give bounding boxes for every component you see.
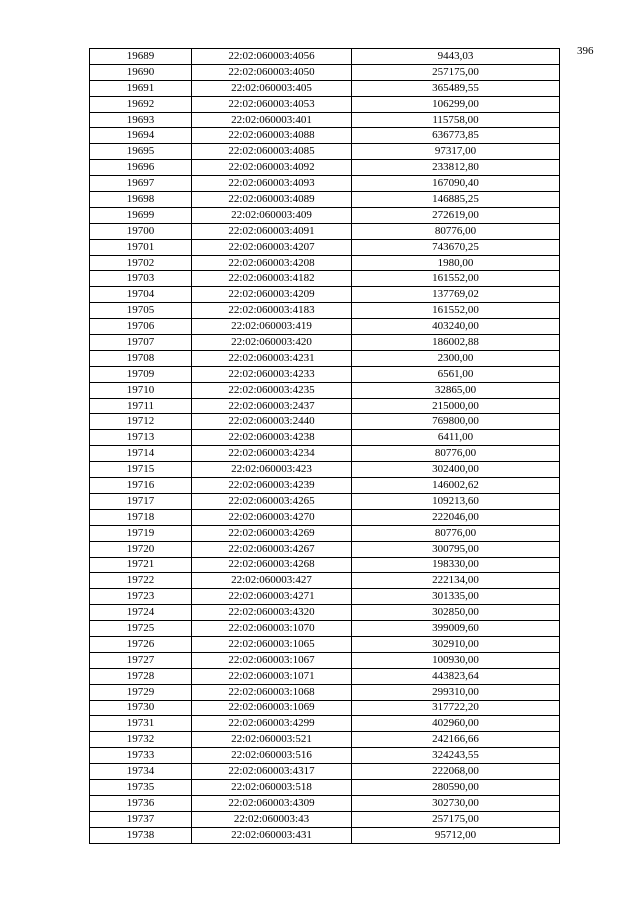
value-cell: 167090,40 bbox=[352, 176, 560, 192]
table-row bbox=[90, 748, 560, 764]
row-number-cell: 19706 bbox=[90, 319, 192, 335]
row-number-cell: 19722 bbox=[90, 573, 192, 589]
value-cell: 2300,00 bbox=[352, 350, 560, 366]
row-number-cell: 19731 bbox=[90, 716, 192, 732]
row-number-cell: 19728 bbox=[90, 668, 192, 684]
table-row bbox=[90, 112, 560, 128]
row-number-cell: 19691 bbox=[90, 80, 192, 96]
value-cell: 161552,00 bbox=[352, 303, 560, 319]
cadastral-number-cell: 22:02:060003:2440 bbox=[192, 414, 352, 430]
cadastral-number-cell: 22:02:060003:4235 bbox=[192, 382, 352, 398]
table-row bbox=[90, 430, 560, 446]
table-row bbox=[90, 446, 560, 462]
cadastral-number-cell: 22:02:060003:4267 bbox=[192, 541, 352, 557]
cadastral-number-cell: 22:02:060003:4320 bbox=[192, 605, 352, 621]
table-row bbox=[90, 509, 560, 525]
row-number-cell: 19724 bbox=[90, 605, 192, 621]
value-cell: 115758,00 bbox=[352, 112, 560, 128]
row-number-cell: 19695 bbox=[90, 144, 192, 160]
row-number-cell: 19717 bbox=[90, 493, 192, 509]
cadastral-number-cell: 22:02:060003:4233 bbox=[192, 366, 352, 382]
value-cell: 6411,00 bbox=[352, 430, 560, 446]
cadastral-number-cell: 22:02:060003:4269 bbox=[192, 525, 352, 541]
row-number-cell: 19698 bbox=[90, 192, 192, 208]
value-cell: 299310,00 bbox=[352, 684, 560, 700]
row-number-cell: 19697 bbox=[90, 176, 192, 192]
value-cell: 317722,20 bbox=[352, 700, 560, 716]
cadastral-number-cell: 22:02:060003:4208 bbox=[192, 255, 352, 271]
row-number-cell: 19735 bbox=[90, 779, 192, 795]
row-number-cell: 19700 bbox=[90, 223, 192, 239]
cadastral-number-cell: 22:02:060003:4268 bbox=[192, 557, 352, 573]
cadastral-number-cell: 22:02:060003:4265 bbox=[192, 493, 352, 509]
cadastral-number-cell: 22:02:060003:409 bbox=[192, 207, 352, 223]
value-cell: 301335,00 bbox=[352, 589, 560, 605]
row-number-cell: 19732 bbox=[90, 732, 192, 748]
table-row bbox=[90, 192, 560, 208]
value-cell: 100930,00 bbox=[352, 652, 560, 668]
cadastral-number-cell: 22:02:060003:1069 bbox=[192, 700, 352, 716]
value-cell: 80776,00 bbox=[352, 446, 560, 462]
row-number-cell: 19702 bbox=[90, 255, 192, 271]
table-row bbox=[90, 239, 560, 255]
table-row bbox=[90, 700, 560, 716]
table-row bbox=[90, 350, 560, 366]
row-number-cell: 19720 bbox=[90, 541, 192, 557]
table-row bbox=[90, 684, 560, 700]
row-number-cell: 19726 bbox=[90, 636, 192, 652]
value-cell: 402960,00 bbox=[352, 716, 560, 732]
row-number-cell: 19690 bbox=[90, 64, 192, 80]
cadastral-number-cell: 22:02:060003:4317 bbox=[192, 764, 352, 780]
value-cell: 399009,60 bbox=[352, 621, 560, 637]
row-number-cell: 19723 bbox=[90, 589, 192, 605]
cadastral-number-cell: 22:02:060003:2437 bbox=[192, 398, 352, 414]
table-row bbox=[90, 223, 560, 239]
row-number-cell: 19707 bbox=[90, 335, 192, 351]
cadastral-number-cell: 22:02:060003:4085 bbox=[192, 144, 352, 160]
value-cell: 80776,00 bbox=[352, 223, 560, 239]
table-row bbox=[90, 49, 560, 65]
cadastral-number-cell: 22:02:060003:405 bbox=[192, 80, 352, 96]
value-cell: 137769,02 bbox=[352, 287, 560, 303]
row-number-cell: 19736 bbox=[90, 795, 192, 811]
row-number-cell: 19714 bbox=[90, 446, 192, 462]
cadastral-number-cell: 22:02:060003:4050 bbox=[192, 64, 352, 80]
table-row bbox=[90, 176, 560, 192]
value-cell: 769800,00 bbox=[352, 414, 560, 430]
table-row bbox=[90, 80, 560, 96]
table-row bbox=[90, 652, 560, 668]
cadastral-number-cell: 22:02:060003:1068 bbox=[192, 684, 352, 700]
value-cell: 257175,00 bbox=[352, 811, 560, 827]
table-row bbox=[90, 541, 560, 557]
table-row bbox=[90, 732, 560, 748]
cadastral-number-cell: 22:02:060003:4053 bbox=[192, 96, 352, 112]
row-number-cell: 19712 bbox=[90, 414, 192, 430]
cadastral-number-cell: 22:02:060003:1067 bbox=[192, 652, 352, 668]
cadastral-number-cell: 22:02:060003:43 bbox=[192, 811, 352, 827]
value-cell: 324243,55 bbox=[352, 748, 560, 764]
row-number-cell: 19703 bbox=[90, 271, 192, 287]
table-row bbox=[90, 366, 560, 382]
value-cell: 106299,00 bbox=[352, 96, 560, 112]
cadastral-number-cell: 22:02:060003:4239 bbox=[192, 478, 352, 494]
cadastral-number-cell: 22:02:060003:4089 bbox=[192, 192, 352, 208]
cadastral-number-cell: 22:02:060003:401 bbox=[192, 112, 352, 128]
table-row bbox=[90, 636, 560, 652]
cadastral-number-cell: 22:02:060003:427 bbox=[192, 573, 352, 589]
table-row bbox=[90, 207, 560, 223]
table-row bbox=[90, 779, 560, 795]
value-cell: 302400,00 bbox=[352, 462, 560, 478]
cadastral-number-cell: 22:02:060003:1071 bbox=[192, 668, 352, 684]
table-row bbox=[90, 764, 560, 780]
table-row bbox=[90, 128, 560, 144]
table-row bbox=[90, 382, 560, 398]
value-cell: 233812,80 bbox=[352, 160, 560, 176]
cadastral-number-cell: 22:02:060003:420 bbox=[192, 335, 352, 351]
table-row bbox=[90, 96, 560, 112]
row-number-cell: 19711 bbox=[90, 398, 192, 414]
cadastral-number-cell: 22:02:060003:4183 bbox=[192, 303, 352, 319]
cadastral-number-cell: 22:02:060003:4234 bbox=[192, 446, 352, 462]
row-number-cell: 19729 bbox=[90, 684, 192, 700]
row-number-cell: 19737 bbox=[90, 811, 192, 827]
cadastral-number-cell: 22:02:060003:4093 bbox=[192, 176, 352, 192]
value-cell: 186002,88 bbox=[352, 335, 560, 351]
table-row bbox=[90, 160, 560, 176]
row-number-cell: 19694 bbox=[90, 128, 192, 144]
value-cell: 97317,00 bbox=[352, 144, 560, 160]
row-number-cell: 19727 bbox=[90, 652, 192, 668]
value-cell: 222134,00 bbox=[352, 573, 560, 589]
table-row bbox=[90, 462, 560, 478]
cadastral-number-cell: 22:02:060003:4238 bbox=[192, 430, 352, 446]
value-cell: 222046,00 bbox=[352, 509, 560, 525]
table-row bbox=[90, 589, 560, 605]
value-cell: 743670,25 bbox=[352, 239, 560, 255]
table-row bbox=[90, 287, 560, 303]
value-cell: 302850,00 bbox=[352, 605, 560, 621]
value-cell: 146885,25 bbox=[352, 192, 560, 208]
table-row bbox=[90, 827, 560, 843]
table-row bbox=[90, 525, 560, 541]
cadastral-number-cell: 22:02:060003:4056 bbox=[192, 49, 352, 65]
cadastral-number-cell: 22:02:060003:516 bbox=[192, 748, 352, 764]
cadastral-number-cell: 22:02:060003:1070 bbox=[192, 621, 352, 637]
value-cell: 443823,64 bbox=[352, 668, 560, 684]
row-number-cell: 19705 bbox=[90, 303, 192, 319]
table-row bbox=[90, 668, 560, 684]
value-cell: 257175,00 bbox=[352, 64, 560, 80]
row-number-cell: 19701 bbox=[90, 239, 192, 255]
value-cell: 215000,00 bbox=[352, 398, 560, 414]
table-row bbox=[90, 716, 560, 732]
value-cell: 272619,00 bbox=[352, 207, 560, 223]
table-row bbox=[90, 319, 560, 335]
cadastral-number-cell: 22:02:060003:4092 bbox=[192, 160, 352, 176]
cadastral-number-cell: 22:02:060003:423 bbox=[192, 462, 352, 478]
registry-table bbox=[89, 48, 560, 844]
row-number-cell: 19692 bbox=[90, 96, 192, 112]
row-number-cell: 19730 bbox=[90, 700, 192, 716]
cadastral-number-cell: 22:02:060003:1065 bbox=[192, 636, 352, 652]
table-row bbox=[90, 795, 560, 811]
value-cell: 1980,00 bbox=[352, 255, 560, 271]
row-number-cell: 19738 bbox=[90, 827, 192, 843]
table-row bbox=[90, 493, 560, 509]
value-cell: 161552,00 bbox=[352, 271, 560, 287]
value-cell: 403240,00 bbox=[352, 319, 560, 335]
table-row bbox=[90, 271, 560, 287]
table-row bbox=[90, 64, 560, 80]
cadastral-number-cell: 22:02:060003:419 bbox=[192, 319, 352, 335]
cadastral-number-cell: 22:02:060003:4091 bbox=[192, 223, 352, 239]
value-cell: 302730,00 bbox=[352, 795, 560, 811]
table-row bbox=[90, 811, 560, 827]
table-row bbox=[90, 398, 560, 414]
cadastral-number-cell: 22:02:060003:4207 bbox=[192, 239, 352, 255]
row-number-cell: 19734 bbox=[90, 764, 192, 780]
row-number-cell: 19716 bbox=[90, 478, 192, 494]
cadastral-number-cell: 22:02:060003:4088 bbox=[192, 128, 352, 144]
value-cell: 636773,85 bbox=[352, 128, 560, 144]
value-cell: 9443,03 bbox=[352, 49, 560, 65]
value-cell: 280590,00 bbox=[352, 779, 560, 795]
row-number-cell: 19693 bbox=[90, 112, 192, 128]
cadastral-number-cell: 22:02:060003:4270 bbox=[192, 509, 352, 525]
cadastral-number-cell: 22:02:060003:4231 bbox=[192, 350, 352, 366]
row-number-cell: 19715 bbox=[90, 462, 192, 478]
page-number: 396 bbox=[577, 45, 594, 57]
row-number-cell: 19699 bbox=[90, 207, 192, 223]
cadastral-number-cell: 22:02:060003:521 bbox=[192, 732, 352, 748]
value-cell: 300795,00 bbox=[352, 541, 560, 557]
cadastral-number-cell: 22:02:060003:4299 bbox=[192, 716, 352, 732]
cadastral-number-cell: 22:02:060003:4309 bbox=[192, 795, 352, 811]
row-number-cell: 19719 bbox=[90, 525, 192, 541]
value-cell: 242166,66 bbox=[352, 732, 560, 748]
cadastral-number-cell: 22:02:060003:4182 bbox=[192, 271, 352, 287]
row-number-cell: 19713 bbox=[90, 430, 192, 446]
value-cell: 222068,00 bbox=[352, 764, 560, 780]
registry-table-body bbox=[90, 49, 560, 844]
cadastral-number-cell: 22:02:060003:518 bbox=[192, 779, 352, 795]
value-cell: 302910,00 bbox=[352, 636, 560, 652]
row-number-cell: 19704 bbox=[90, 287, 192, 303]
table-row bbox=[90, 605, 560, 621]
table-row bbox=[90, 144, 560, 160]
table-row bbox=[90, 303, 560, 319]
value-cell: 80776,00 bbox=[352, 525, 560, 541]
cadastral-number-cell: 22:02:060003:4209 bbox=[192, 287, 352, 303]
row-number-cell: 19721 bbox=[90, 557, 192, 573]
row-number-cell: 19689 bbox=[90, 49, 192, 65]
cadastral-number-cell: 22:02:060003:431 bbox=[192, 827, 352, 843]
value-cell: 365489,55 bbox=[352, 80, 560, 96]
row-number-cell: 19696 bbox=[90, 160, 192, 176]
table-row bbox=[90, 621, 560, 637]
value-cell: 109213,60 bbox=[352, 493, 560, 509]
row-number-cell: 19718 bbox=[90, 509, 192, 525]
row-number-cell: 19708 bbox=[90, 350, 192, 366]
cadastral-number-cell: 22:02:060003:4271 bbox=[192, 589, 352, 605]
table-row bbox=[90, 255, 560, 271]
row-number-cell: 19733 bbox=[90, 748, 192, 764]
value-cell: 95712,00 bbox=[352, 827, 560, 843]
table-row bbox=[90, 335, 560, 351]
row-number-cell: 19710 bbox=[90, 382, 192, 398]
row-number-cell: 19709 bbox=[90, 366, 192, 382]
table-row bbox=[90, 478, 560, 494]
value-cell: 32865,00 bbox=[352, 382, 560, 398]
row-number-cell: 19725 bbox=[90, 621, 192, 637]
value-cell: 146002,62 bbox=[352, 478, 560, 494]
table-row bbox=[90, 557, 560, 573]
table-row bbox=[90, 414, 560, 430]
value-cell: 198330,00 bbox=[352, 557, 560, 573]
table-row bbox=[90, 573, 560, 589]
value-cell: 6561,00 bbox=[352, 366, 560, 382]
